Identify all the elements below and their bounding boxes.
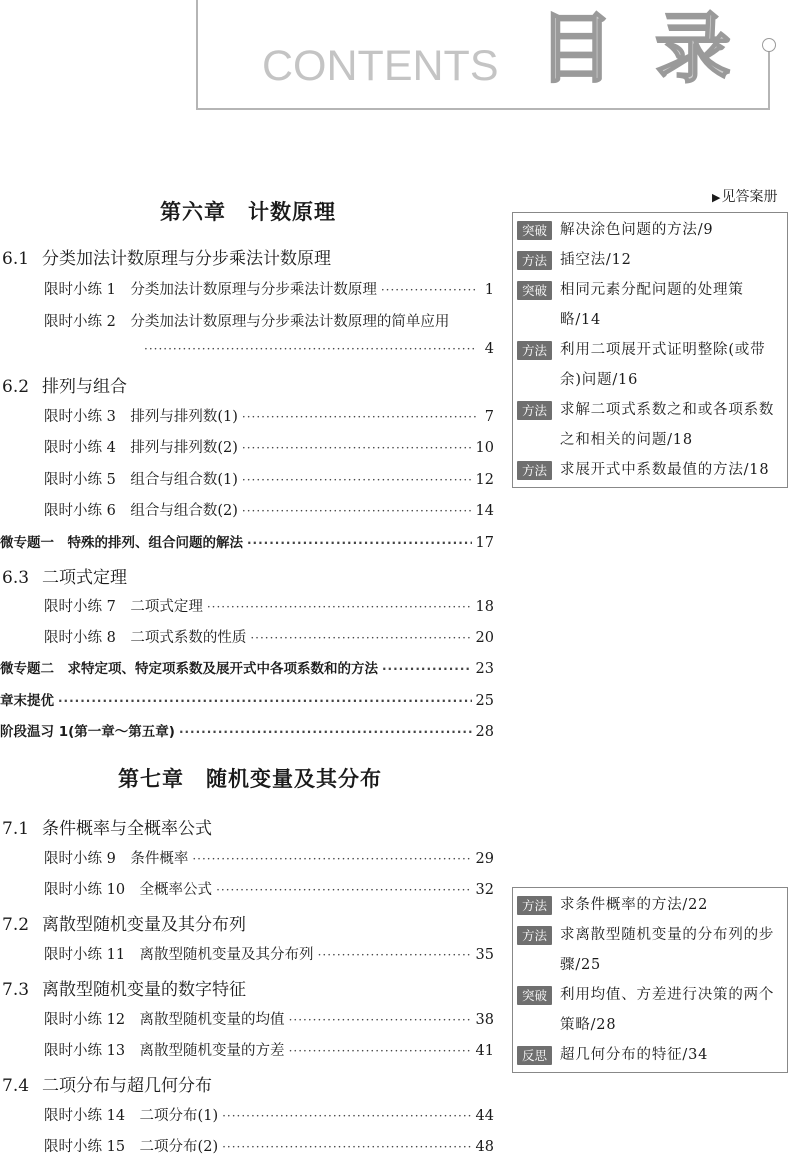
side-item [517,1040,783,1070]
entry-label: 限时小练 15 二项分布(2) [44,1139,219,1155]
toc-entry[interactable] [44,436,494,457]
entry-label: 限时小练 10 全概率公式 [44,882,213,898]
entry-label: 微专题一 特殊的排列、组合问题的解法 [0,535,243,551]
section-title: 离散型随机变量及其分布列 [42,915,246,935]
chapter-7-sidebox [512,887,788,1073]
side-text: 利用二项展开式证明整除(或带余)问题/16 [560,342,766,388]
entry-page: 29 [475,851,494,867]
entry-page: 23 [475,661,494,677]
side-item [517,275,783,335]
answer-note [712,186,777,206]
toc-entry-label-line[interactable] [44,310,494,331]
section-number: 7.1 [2,819,30,839]
side-tag: 反思 [517,1046,552,1065]
side-tag: 突破 [517,281,552,300]
toc-entry[interactable] [44,405,494,426]
section-6-3 [2,563,127,588]
toc-special-entry[interactable] [0,689,494,709]
toc-special-entry[interactable] [0,720,494,740]
entry-label: 限时小练 14 二项分布(1) [44,1108,219,1124]
section-6-2 [2,372,127,397]
side-text: 相同元素分配问题的处理策略/14 [560,282,744,328]
section-6-1 [2,244,331,269]
leader-dots [222,1109,471,1123]
entry-label: 限时小练 13 离散型随机变量的方差 [44,1043,285,1059]
side-text: 利用均值、方差进行决策的两个策略/28 [560,987,775,1033]
entry-page: 18 [475,599,494,615]
entry-label: 阶段温习 1(第一章～第五章) [0,724,175,740]
entry-page: 38 [475,1012,494,1028]
toc-entry[interactable] [44,278,494,299]
header-rule-bottom [196,108,770,110]
header-rule-left [196,0,198,110]
toc-special-entry[interactable] [0,657,494,677]
entry-page: 28 [475,724,494,740]
section-title: 排列与组合 [42,377,127,397]
side-text: 求离散型随机变量的分布列的步骤/25 [560,927,775,973]
entry-page: 14 [475,503,494,519]
chapter-7-title: 第七章 随机变量及其分布 [118,767,382,791]
leader-dots [381,283,476,297]
toc-special-entry[interactable] [0,531,494,551]
entry-label: 限时小练 2 分类加法计数原理与分步乘法计数原理的简单应用 [44,314,450,330]
side-text: 求条件概率的方法/22 [560,897,709,913]
entry-page: 20 [475,630,494,646]
section-7-2 [2,910,246,935]
chapter-6-title: 第六章 计数原理 [160,200,336,224]
entry-page: 41 [475,1043,494,1059]
section-number: 7.2 [2,915,30,935]
entry-page: 35 [475,947,494,963]
entry-page: 4 [484,341,494,357]
side-tag: 方法 [517,926,552,945]
entry-label: 限时小练 7 二项式定理 [44,599,203,615]
leader-dots [242,473,472,487]
side-tag: 方法 [517,341,552,360]
side-tag: 方法 [517,896,552,915]
side-tag: 突破 [517,986,552,1005]
side-item [517,980,783,1040]
entry-label: 限时小练 4 排列与排列数(2) [44,440,238,456]
entry-page: 12 [475,472,494,488]
side-item [517,920,783,980]
entry-page: 48 [475,1139,494,1155]
chapter-6-sidebox [512,212,788,488]
section-7-1 [2,814,212,839]
mulu-char-2: 录 [655,4,731,93]
section-7-4 [2,1071,212,1096]
toc-entry[interactable] [44,499,494,520]
entry-page: 1 [484,282,494,298]
section-number: 6.2 [2,377,30,397]
side-item [517,215,783,245]
side-tag: 方法 [517,461,552,480]
leader-dots [242,410,476,424]
section-number: 6.3 [2,568,30,588]
toc-entry-page-line[interactable] [144,341,494,357]
entry-page: 10 [475,440,494,456]
mulu-char-1: 目 [538,4,614,93]
contents-word: CONTENTS [262,42,499,90]
side-text: 求展开式中系数最值的方法/18 [560,462,770,478]
leader-dots [242,504,472,518]
entry-label: 限时小练 12 离散型随机变量的均值 [44,1012,285,1028]
toc-entry[interactable] [44,1008,494,1029]
leader-dots [242,441,472,455]
leader-dots [250,631,471,645]
section-title: 离散型随机变量的数字特征 [42,980,246,1000]
leader-dots [222,1140,471,1154]
side-tag: 方法 [517,401,552,420]
side-tag: 方法 [517,251,552,270]
leader-dots [318,948,472,962]
toc-entry[interactable] [44,595,494,616]
entry-label: 限时小练 8 二项式系数的性质 [44,630,247,646]
section-number: 7.3 [2,980,30,1000]
entry-page: 44 [475,1108,494,1124]
side-text: 求解二项式系数之和或各项系数之和相关的问题/18 [560,402,775,448]
answer-note-text: 见答案册 [721,189,778,205]
side-text: 插空法/12 [560,252,632,268]
entry-label: 限时小练 5 组合与组合数(1) [44,472,238,488]
entry-label: 微专题二 求特定项、特定项系数及展开式中各项系数和的方法 [0,661,378,677]
leader-dots [289,1013,472,1027]
entry-page: 17 [475,535,494,551]
toc-entry[interactable] [44,1104,494,1125]
side-text: 解决涂色问题的方法/9 [560,222,714,238]
section-title: 二项式定理 [42,568,127,588]
entry-label: 限时小练 9 条件概率 [44,851,189,867]
side-item [517,395,783,455]
entry-label: 限时小练 6 组合与组合数(2) [44,503,238,519]
side-tag: 突破 [517,221,552,240]
side-item [517,245,783,275]
section-title: 条件概率与全概率公式 [42,819,212,839]
section-7-3 [2,975,246,1000]
entry-page: 7 [484,409,494,425]
toc-entry[interactable] [44,626,494,647]
leader-dots [58,694,472,708]
section-number: 7.4 [2,1076,30,1096]
leader-dots [216,883,471,897]
toc-entry[interactable] [44,468,494,489]
toc-entry[interactable] [44,878,494,899]
leader-dots [207,600,472,614]
leader-dots [144,342,476,356]
header-rule-right [768,48,770,110]
entry-label: 限时小练 11 离散型随机变量及其分布列 [44,947,314,963]
entry-label: 章末提优 [0,693,54,709]
triangle-right-icon: ▶ [712,191,721,204]
section-title: 二项分布与超几何分布 [42,1076,212,1096]
side-item [517,335,783,395]
contents-header [0,0,790,150]
header-ring-icon [762,38,776,52]
entry-label: 限时小练 1 分类加法计数原理与分步乘法计数原理 [44,282,377,298]
entry-page: 32 [475,882,494,898]
leader-dots [179,725,472,739]
entry-page: 25 [475,693,494,709]
leader-dots [247,536,472,550]
side-item [517,455,783,485]
toc-entry[interactable] [44,943,494,964]
entry-label: 限时小练 3 排列与排列数(1) [44,409,238,425]
side-text: 超几何分布的特征/34 [560,1047,709,1063]
section-number: 6.1 [2,249,30,269]
leader-dots [382,662,472,676]
leader-dots [192,852,471,866]
toc-entry[interactable] [44,847,494,868]
leader-dots [289,1044,472,1058]
section-title: 分类加法计数原理与分步乘法计数原理 [42,249,331,269]
toc-entry[interactable] [44,1039,494,1060]
toc-entry[interactable] [44,1135,494,1156]
side-item [517,890,783,920]
